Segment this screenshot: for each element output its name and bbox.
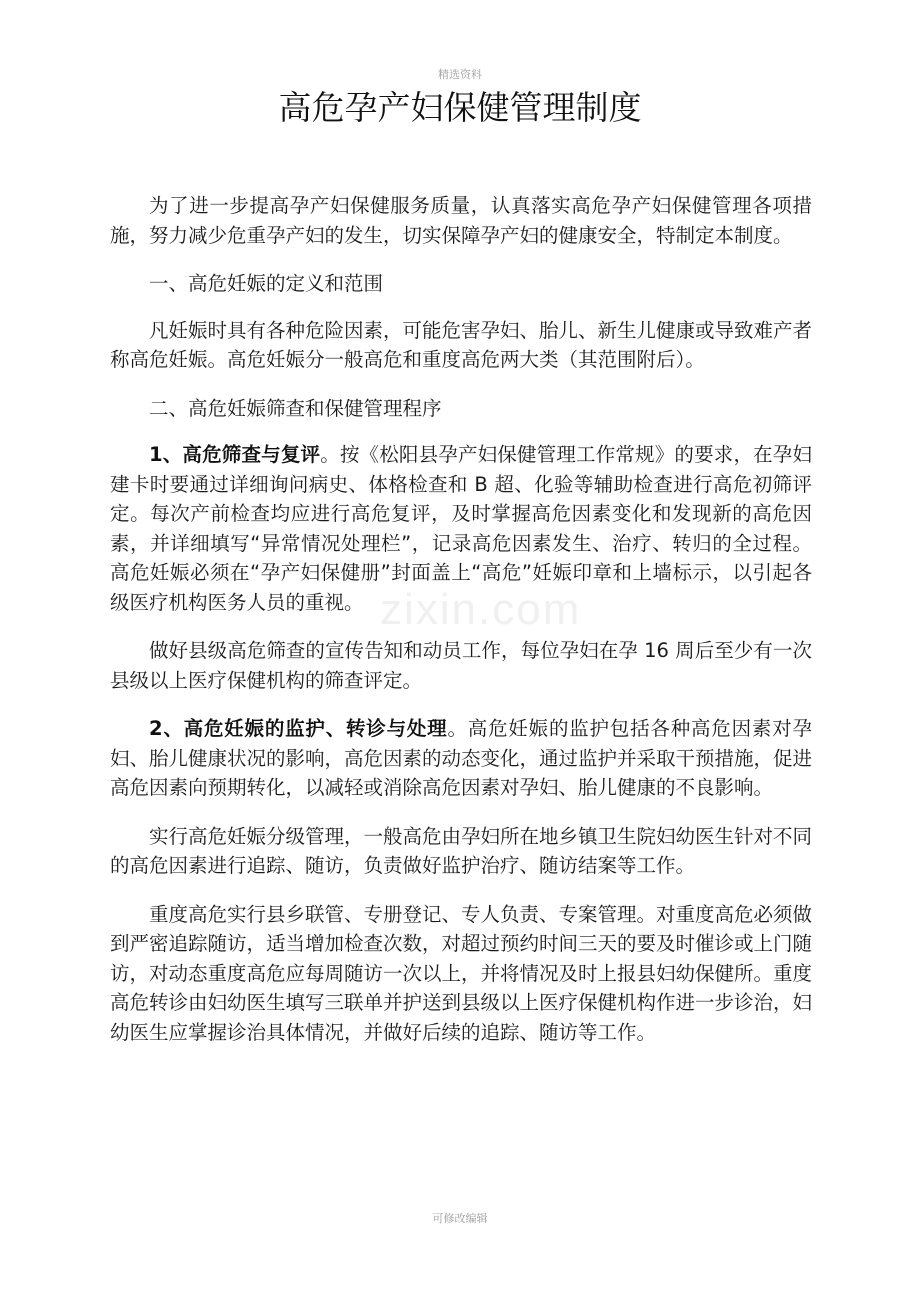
screening-body: 。按《松阳县孕产妇保健管理工作常规》的要求，在孕妇建卡时要通过详细询问病史、体格检查和 B 超、化验等辅助检查进行高危初筛评定。每次产前检查均应进行高危复评，及时掌握高危因素变化和发现新的高危因素，并详细填写“异常情况处理栏”，记录高危因素发生、治疗、转归的全过程。高危妊娠必须在“孕产妇保健册”封面盖上“高危”妊娠印章和上墙标示，以引起各级医疗机构医务人员的重视。 (110, 443, 812, 614)
severe-risk-paragraph: 重度高危实行县乡联管、专册登记、专人负责、专案管理。对重度高危必须做到严密追踪随访，适当增加检查次数，对超过预约时间三天的要及时催诊或上门随访，对动态重度高危应每周随访一次以上，并将情况及时上报县妇幼保健所。重度高危转诊由妇幼医生填写三联单并护送到县级以上医疗保健机构作进一步诊治，妇幼医生应掌握诊治具体情况，并做好后续的追踪、随访等工作。 (110, 902, 813, 1044)
publicity-paragraph: 做好县级高危筛查的宣传告知和动员工作，每位孕妇在孕 16 周后至少有一次县级以上医疗保健机构的筛查评定。 (110, 639, 812, 692)
screening-lead: 1、高危筛查与复评 (149, 443, 321, 466)
screening-paragraph (110, 440, 812, 617)
document-title: 高危孕产妇保健管理制度 (278, 88, 642, 127)
section-heading-definition: 一、高危妊娠的定义和范围 (149, 272, 384, 295)
section-heading-procedure: 二、高危妊娠筛查和保健管理程序 (149, 396, 442, 420)
monitoring-lead: 2、高危妊娠的监护、转诊与处理 (149, 717, 448, 740)
page-footer-label: 可修改编辑 (432, 1212, 488, 1225)
monitoring-paragraph (110, 714, 812, 803)
graded-management-paragraph: 实行高危妊娠分级管理，一般高危由孕妇所在地乡镇卫生院妇幼医生针对不同的高危因素进行追踪、随访，负责做好监护治疗、随访结案等工作。 (110, 824, 813, 877)
monitoring-body: 。高危妊娠的监护包括各种高危因素对孕妇、胎儿健康状况的影响，高危因素的动态变化，通过监护并采取干预措施，促进高危因素向预期转化，以减轻或消除高危因素对孕妇、胎儿健康的不良影响。 (110, 717, 813, 799)
page-header-label: 精选资料 (438, 68, 482, 81)
document-body (110, 191, 812, 1066)
intro-paragraph: 为了进一步提高孕产妇保健服务质量，认真落实高危孕产妇保健管理各项措施，努力减少危重孕产妇的发生，切实保障孕产妇的健康安全，特制定本制度。 (110, 194, 812, 247)
definition-paragraph: 凡妊娠时具有各种危险因素，可能危害孕妇、胎儿、新生儿健康或导致难产者称高危妊娠。高危妊娠分一般高危和重度高危两大类（其范围附后）。 (110, 318, 813, 371)
watermark-text: zixin.com (380, 585, 582, 634)
